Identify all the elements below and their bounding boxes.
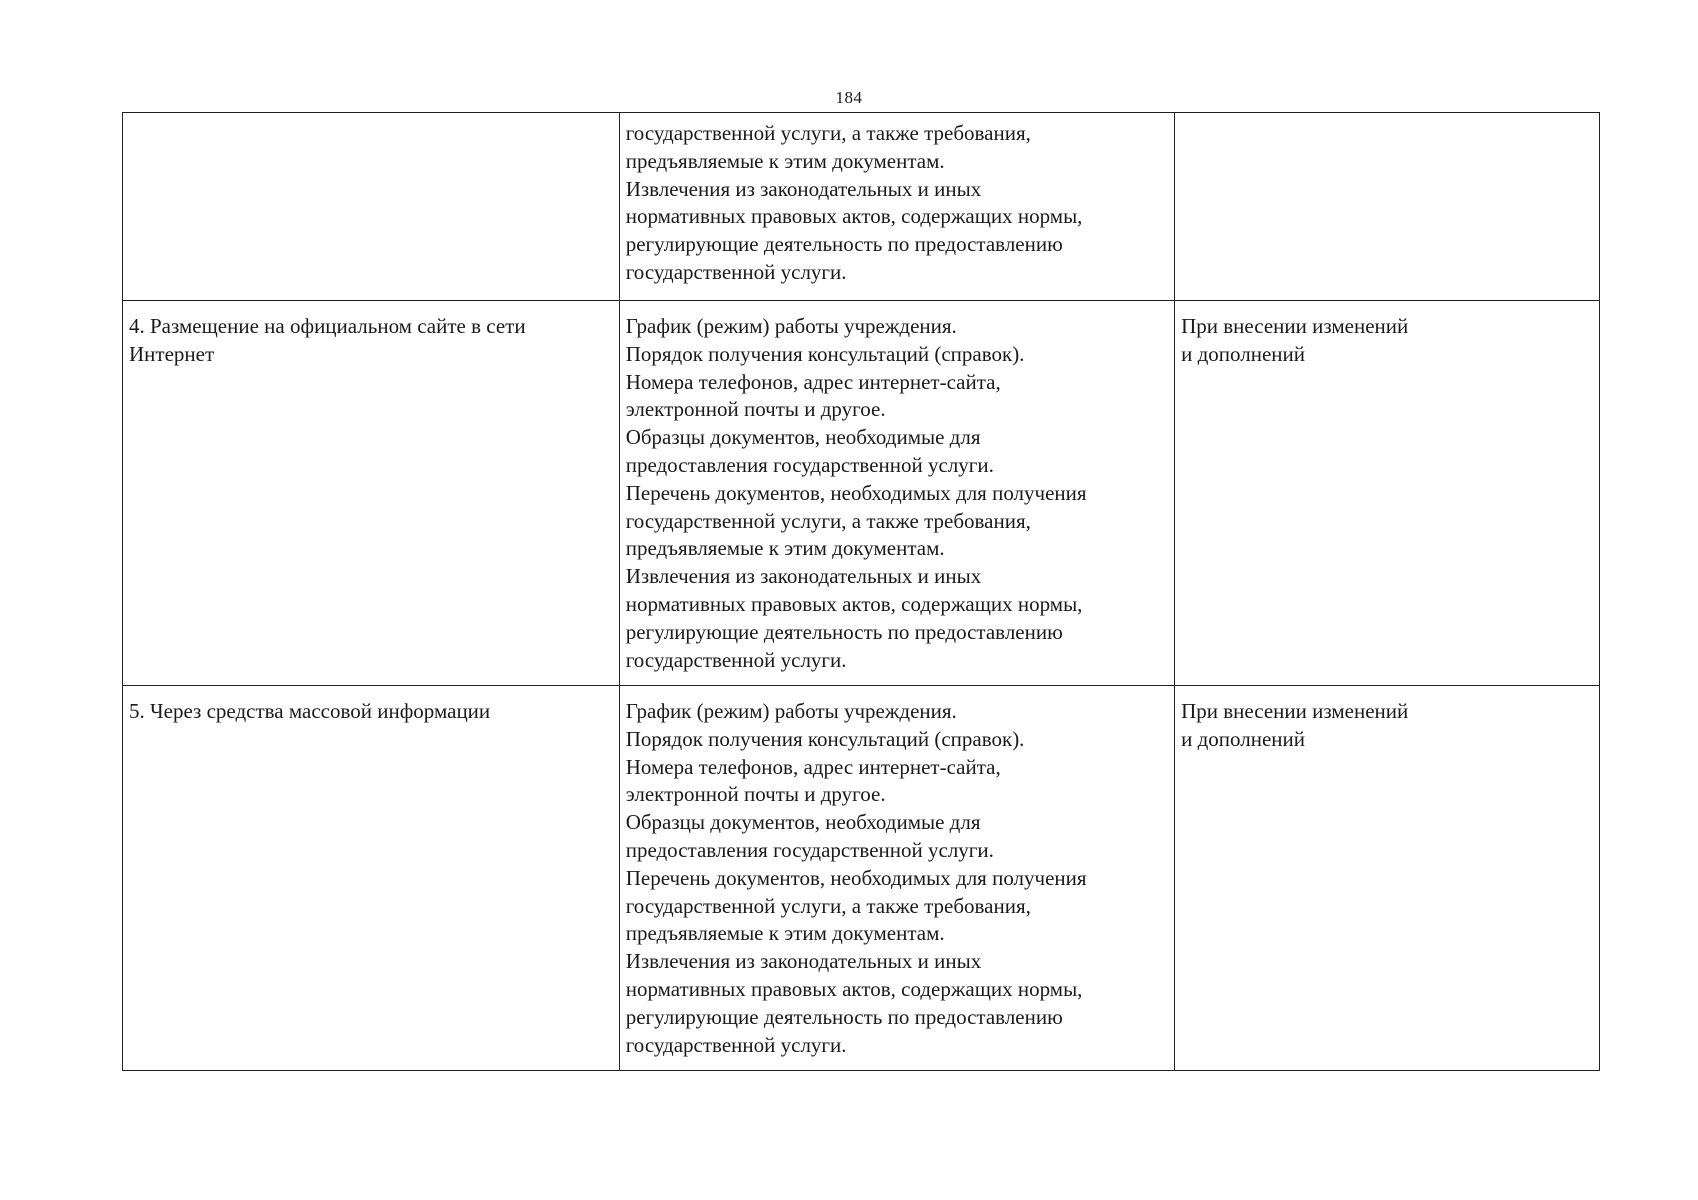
- information-table: [122, 112, 1600, 1071]
- method-cell: 4. Размещение на официальном сайте в сети Интернет: [123, 301, 620, 686]
- table-row: [123, 113, 1600, 301]
- content-cell: График (режим) работы учреждения. Порядок получения консультаций (справок). Номера телефонов, адрес интернет-сайта, электронной почты и другое. Образцы документов, необходимые для предоставления государственной услуги. Перечень документов, необходимых для получения государственной услуги, а также требования, предъявляемые к этим документам. Извлечения из законодательных и иных нормативных правовых актов, содержащих нормы, регулирующие деятельность по предоставлению государственной услуги.: [619, 686, 1174, 1071]
- frequency-cell: При внесении изменений и дополнений: [1175, 301, 1600, 686]
- content-cell: государственной услуги, а также требования, предъявляемые к этим документам. Извлечения из законодательных и иных нормативных правовых актов, содержащих нормы, регулирующие деятельность по предоставлению государственной услуги.: [619, 113, 1174, 301]
- page-number: 184: [835, 88, 863, 107]
- table-row: [123, 301, 1600, 686]
- method-cell: [123, 113, 620, 301]
- table-row: [123, 686, 1600, 1071]
- frequency-cell: При внесении изменений и дополнений: [1175, 686, 1600, 1071]
- frequency-cell: [1175, 113, 1600, 301]
- content-cell: График (режим) работы учреждения. Порядок получения консультаций (справок). Номера телефонов, адрес интернет-сайта, электронной почты и другое. Образцы документов, необходимые для предоставления государственной услуги. Перечень документов, необходимых для получения государственной услуги, а также требования, предъявляемые к этим документам. Извлечения из законодательных и иных нормативных правовых актов, содержащих нормы, регулирующие деятельность по предоставлению государственной услуги.: [619, 301, 1174, 686]
- method-cell: 5. Через средства массовой информации: [123, 686, 620, 1071]
